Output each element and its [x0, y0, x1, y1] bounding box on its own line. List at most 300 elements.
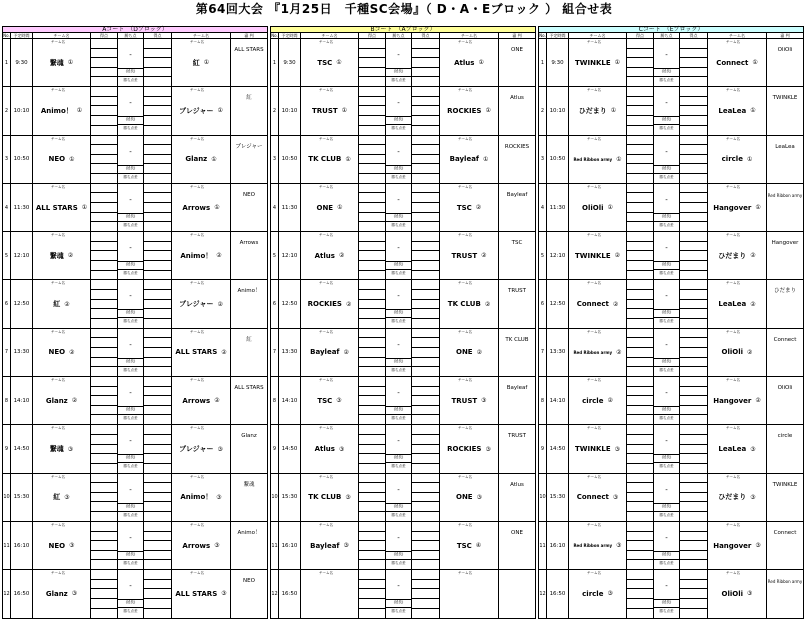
team-1-score-box[interactable] — [91, 232, 118, 279]
result-box[interactable] — [386, 280, 412, 327]
team-2-score-box[interactable] — [144, 136, 172, 183]
team-2-score-box[interactable] — [144, 329, 172, 376]
dash-separator: - — [665, 147, 668, 156]
team-1-label: ONE — [316, 203, 334, 212]
result-box[interactable] — [118, 87, 144, 134]
score-lines — [359, 570, 385, 617]
team-1-cell — [33, 425, 91, 472]
team-2-name — [440, 329, 498, 376]
team-1-score-box[interactable] — [359, 474, 386, 521]
score-line — [680, 87, 707, 97]
team-2-score-box[interactable] — [412, 39, 440, 86]
result-box[interactable] — [118, 570, 144, 617]
match-time: 16:50 — [11, 570, 33, 617]
score-line — [627, 454, 653, 464]
score-line — [144, 445, 171, 455]
team-1-score-box[interactable] — [359, 136, 386, 183]
score-lines — [412, 377, 439, 424]
match-row — [270, 232, 536, 280]
team-1-score-box[interactable] — [359, 570, 386, 617]
score-lines — [627, 39, 653, 86]
score-line — [91, 164, 117, 174]
team-1-label: NEO — [48, 155, 66, 164]
team-2-round: ② — [214, 397, 220, 405]
team-2-score-box[interactable] — [412, 329, 440, 376]
team-2-label: Arrows — [182, 396, 211, 405]
team-2-score-box[interactable] — [144, 425, 172, 472]
score-line — [412, 251, 439, 261]
team-2-score-box[interactable] — [680, 329, 708, 376]
score-lines — [680, 329, 707, 376]
team-1-score-box[interactable] — [359, 184, 386, 231]
score-line — [144, 415, 171, 425]
pk-label: 勝ち点差 — [123, 174, 138, 179]
score-line — [144, 474, 171, 484]
team-1-cell — [569, 39, 627, 86]
team-1-label: TRUST — [311, 106, 338, 115]
team-2-name — [172, 39, 230, 86]
pk-label: 勝ち点差 — [659, 609, 674, 614]
column-header-team: チーム名 — [33, 33, 91, 38]
result-box[interactable] — [386, 232, 412, 279]
team-2-label: TRUST — [451, 396, 478, 405]
score-line — [412, 49, 439, 59]
result-box[interactable] — [654, 425, 680, 472]
team-1-header-label: チーム名 — [51, 281, 65, 286]
team-2-score-box[interactable] — [680, 522, 708, 569]
score-lines — [627, 184, 653, 231]
team-2-score-box[interactable] — [412, 280, 440, 327]
team-1-label: 繋魂 — [49, 251, 64, 260]
score-line — [627, 609, 653, 619]
score-line — [627, 474, 653, 484]
team-1-label: TWINKLE — [574, 251, 611, 260]
team-1-header-label: チーム名 — [319, 233, 333, 238]
result-box[interactable] — [386, 570, 412, 617]
team-2-score-box[interactable] — [412, 87, 440, 134]
score-line — [680, 425, 707, 435]
column-header-team: チーム名 — [301, 33, 359, 38]
extra-time-label: (延長) — [393, 503, 404, 508]
match-row — [2, 87, 268, 135]
team-1-name — [301, 39, 358, 86]
score-line — [91, 68, 117, 78]
team-2-name — [172, 425, 230, 472]
team-2-label: TSC — [456, 541, 472, 550]
team-1-score-box[interactable] — [91, 39, 118, 86]
team-2-round: ② — [750, 252, 756, 260]
team-2-header-label: チーム名 — [458, 474, 472, 479]
match-row — [538, 136, 804, 184]
score-lines — [627, 87, 653, 134]
score-line — [680, 203, 707, 213]
team-2-score-box[interactable] — [680, 570, 708, 617]
team-2-score-box[interactable] — [680, 232, 708, 279]
team-2-score-box[interactable] — [680, 39, 708, 86]
team-2-label: ROCKIES — [447, 106, 482, 115]
score-line — [144, 280, 171, 290]
team-1-score-box[interactable] — [91, 87, 118, 134]
team-2-score-box[interactable] — [412, 136, 440, 183]
team-2-round: ① — [755, 204, 761, 212]
result-box[interactable] — [654, 570, 680, 617]
result-box[interactable] — [386, 329, 412, 376]
score-lines — [359, 474, 385, 521]
score-line — [627, 502, 653, 512]
team-1-score-box[interactable] — [627, 329, 654, 376]
column-header-no: No. — [271, 33, 278, 38]
team-2-label: ひだまり — [718, 493, 747, 502]
team-1-cell — [33, 232, 91, 279]
score-line — [144, 589, 171, 599]
team-1-score-box[interactable] — [91, 570, 118, 617]
team-2-header-label: チーム名 — [190, 184, 204, 189]
team-2-label: プレジャー — [179, 106, 214, 115]
team-1-score-box[interactable] — [627, 522, 654, 569]
result-box[interactable] — [118, 474, 144, 521]
score-line — [680, 319, 707, 329]
score-line — [91, 232, 117, 242]
result-box[interactable] — [386, 522, 412, 569]
score-line — [412, 164, 439, 174]
result-box[interactable] — [386, 425, 412, 472]
team-1-score-box[interactable] — [91, 377, 118, 424]
team-2-cell — [172, 474, 231, 521]
result-box[interactable] — [654, 184, 680, 231]
score-line — [627, 203, 653, 213]
referee-cell: Animo！ — [237, 288, 261, 295]
score-line — [359, 203, 385, 213]
team-1-cell — [301, 570, 359, 617]
score-line — [680, 126, 707, 136]
team-1-round: ③ — [345, 493, 351, 501]
score-lines — [144, 425, 171, 472]
score-line — [412, 261, 439, 271]
team-1-score-box[interactable] — [91, 474, 118, 521]
score-line — [680, 445, 707, 455]
score-line — [412, 174, 439, 184]
result-box[interactable] — [654, 87, 680, 134]
result-box[interactable] — [654, 136, 680, 183]
result-box[interactable] — [118, 329, 144, 376]
team-2-label: Bayleaf — [449, 155, 479, 164]
score-line — [144, 338, 171, 348]
team-2-name — [172, 377, 230, 424]
result-box[interactable] — [386, 184, 412, 231]
team-2-score-box[interactable] — [144, 570, 172, 617]
team-1-score-box[interactable] — [627, 280, 654, 327]
score-lines — [144, 474, 171, 521]
team-1-name — [569, 522, 626, 569]
team-1-score-box[interactable] — [359, 39, 386, 86]
team-2-score-box[interactable] — [144, 39, 172, 86]
match-number: 4 — [3, 184, 11, 231]
score-lines — [359, 329, 385, 376]
score-line — [91, 435, 117, 445]
score-line — [627, 87, 653, 97]
team-2-score-box[interactable] — [680, 474, 708, 521]
team-2-score-box[interactable] — [144, 474, 172, 521]
team-2-score-box[interactable] — [144, 522, 172, 569]
match-number: 1 — [3, 39, 11, 86]
result-box[interactable] — [386, 474, 412, 521]
pk-label: 勝ち点差 — [391, 609, 406, 614]
team-2-cell — [172, 329, 231, 376]
result-box[interactable] — [654, 522, 680, 569]
team-2-header-label: チーム名 — [726, 329, 740, 334]
team-1-header-label: チーム名 — [319, 426, 333, 431]
team-1-round: ① — [336, 59, 342, 67]
result-box[interactable] — [118, 136, 144, 183]
score-line — [412, 155, 439, 165]
team-1-header-label: チーム名 — [319, 378, 333, 383]
team-1-cell — [301, 474, 359, 521]
team-1-round: ① — [67, 59, 74, 67]
score-line — [680, 474, 707, 484]
team-1-cell — [569, 87, 627, 134]
result-box[interactable] — [654, 329, 680, 376]
dash-separator: - — [129, 437, 132, 446]
pk-label: 勝ち点差 — [123, 416, 138, 421]
score-lines — [359, 425, 385, 472]
pk-label: 勝ち点差 — [123, 609, 138, 614]
match-number: 6 — [539, 280, 547, 327]
team-1-score-box[interactable] — [627, 136, 654, 183]
score-line — [91, 251, 117, 261]
team-2-name — [708, 425, 766, 472]
match-row — [538, 232, 804, 280]
score-line — [359, 164, 385, 174]
result-box[interactable] — [654, 232, 680, 279]
score-lines — [144, 329, 171, 376]
team-1-score-box[interactable] — [627, 184, 654, 231]
result-box[interactable] — [654, 377, 680, 424]
team-1-cell — [33, 570, 91, 617]
team-1-round: ③ — [343, 542, 349, 550]
team-1-score-box[interactable] — [627, 39, 654, 86]
match-number: 6 — [271, 280, 279, 327]
team-2-score-box[interactable] — [680, 136, 708, 183]
team-2-score-box[interactable] — [412, 474, 440, 521]
team-1-score-box[interactable] — [627, 425, 654, 472]
team-1-score-box[interactable] — [359, 377, 386, 424]
score-line — [359, 367, 385, 377]
team-2-name — [708, 377, 766, 424]
score-line — [412, 329, 439, 339]
team-1-round: ③ — [338, 445, 345, 453]
team-1-score-box[interactable] — [91, 280, 118, 327]
team-1-score-box[interactable] — [627, 87, 654, 134]
team-2-score-box[interactable] — [412, 232, 440, 279]
result-box[interactable] — [386, 39, 412, 86]
team-2-score-box[interactable] — [412, 184, 440, 231]
result-box[interactable] — [118, 280, 144, 327]
score-line — [359, 300, 385, 310]
team-2-round: ① — [750, 107, 756, 115]
score-line — [91, 58, 117, 68]
team-1-name — [569, 184, 626, 231]
column-header-score: 得点 — [91, 33, 118, 38]
match-number: 9 — [3, 425, 11, 472]
team-2-score-box[interactable] — [412, 377, 440, 424]
score-line — [91, 126, 117, 136]
team-2-round: ② — [476, 348, 482, 356]
team-2-score-box[interactable] — [144, 377, 172, 424]
team-2-header-label: チーム名 — [726, 426, 740, 431]
team-1-round: ① — [69, 155, 75, 163]
team-2-score-box[interactable] — [412, 425, 440, 472]
column-header-referee: 審 判 — [780, 33, 790, 38]
score-line — [359, 483, 385, 493]
dash-separator: - — [397, 389, 400, 398]
team-1-score-box[interactable] — [91, 136, 118, 183]
score-lines — [91, 570, 117, 617]
score-lines — [680, 232, 707, 279]
score-line — [359, 329, 385, 339]
result-box[interactable] — [118, 522, 144, 569]
team-2-label: circle — [721, 155, 743, 164]
match-number: 11 — [3, 522, 11, 569]
team-2-score-box[interactable] — [680, 184, 708, 231]
result-box[interactable] — [654, 474, 680, 521]
match-row — [538, 329, 804, 377]
match-row — [270, 329, 536, 377]
team-1-score-box[interactable] — [359, 232, 386, 279]
team-1-header-label: チーム名 — [51, 40, 65, 44]
team-1-name — [301, 329, 358, 376]
column-header-time: 予定時間 — [547, 33, 569, 38]
team-2-round: ③ — [485, 445, 491, 453]
team-2-name — [708, 232, 766, 279]
score-line — [91, 387, 117, 397]
dash-separator: - — [397, 292, 400, 301]
score-line — [627, 232, 653, 242]
score-line — [359, 77, 385, 87]
team-1-score-box[interactable] — [359, 522, 386, 569]
match-number: 3 — [539, 136, 547, 183]
team-1-cell — [33, 474, 91, 521]
match-time: 9:30 — [279, 39, 301, 86]
result-box[interactable] — [118, 425, 144, 472]
score-line — [680, 387, 707, 397]
result-box[interactable] — [654, 280, 680, 327]
team-2-cell — [708, 522, 767, 569]
team-2-score-box[interactable] — [680, 377, 708, 424]
mid-divider — [654, 173, 679, 174]
team-1-score-box[interactable] — [359, 329, 386, 376]
column-header-no: No. — [3, 33, 10, 38]
team-2-score-box[interactable] — [680, 425, 708, 472]
team-1-score-box[interactable] — [91, 522, 118, 569]
column-header-team: チーム名 — [440, 33, 499, 38]
extra-time-label: (延長) — [393, 69, 404, 73]
team-2-round: ② — [475, 204, 482, 212]
referee-cell: Atlus — [510, 95, 524, 102]
score-lines — [412, 184, 439, 231]
score-line — [412, 77, 439, 87]
result-box[interactable] — [118, 184, 144, 231]
team-1-cell — [301, 136, 359, 183]
score-line — [144, 68, 171, 78]
score-line — [627, 512, 653, 522]
result-box[interactable] — [386, 377, 412, 424]
result-box[interactable] — [654, 39, 680, 86]
team-2-cell — [440, 329, 499, 376]
score-line — [359, 261, 385, 271]
team-1-score-box[interactable] — [359, 87, 386, 134]
team-2-score-box[interactable] — [144, 232, 172, 279]
team-1-score-box[interactable] — [627, 570, 654, 617]
team-2-score-box[interactable] — [144, 87, 172, 134]
score-line — [627, 164, 653, 174]
score-line — [412, 377, 439, 387]
dash-separator: - — [397, 533, 400, 542]
dash-separator: - — [397, 195, 400, 204]
score-line — [680, 609, 707, 619]
team-2-score-box[interactable] — [144, 280, 172, 327]
team-1-score-box[interactable] — [627, 377, 654, 424]
team-1-header-label: チーム名 — [319, 136, 333, 141]
team-1-name — [301, 87, 358, 134]
team-1-score-box[interactable] — [91, 184, 118, 231]
match-row — [270, 184, 536, 232]
match-row — [2, 184, 268, 232]
team-1-score-box[interactable] — [91, 425, 118, 472]
team-1-label: Bayleaf — [310, 541, 340, 550]
team-2-score-box[interactable] — [680, 87, 708, 134]
score-line — [91, 589, 117, 599]
result-box[interactable] — [386, 87, 412, 134]
score-line — [627, 522, 653, 532]
team-2-score-box[interactable] — [412, 570, 440, 617]
pk-label: 勝ち点差 — [391, 464, 406, 469]
score-line — [359, 174, 385, 184]
score-line — [144, 222, 171, 232]
team-1-score-box[interactable] — [627, 232, 654, 279]
team-1-round: ② — [614, 252, 621, 260]
score-line — [412, 203, 439, 213]
referee-cell: Connect — [773, 529, 797, 536]
score-line — [359, 609, 385, 619]
result-box[interactable] — [118, 377, 144, 424]
dash-separator: - — [129, 292, 132, 301]
result-box[interactable] — [386, 136, 412, 183]
team-1-score-box[interactable] — [91, 329, 118, 376]
score-lines — [359, 280, 385, 327]
score-line — [627, 251, 653, 261]
score-lines — [91, 232, 117, 279]
match-time: 12:50 — [547, 280, 569, 327]
score-line — [144, 164, 171, 174]
team-1-score-box[interactable] — [359, 425, 386, 472]
team-2-score-box[interactable] — [680, 280, 708, 327]
team-1-score-box[interactable] — [359, 280, 386, 327]
team-1-label: Red Ribbon army — [573, 349, 613, 355]
team-2-score-box[interactable] — [144, 184, 172, 231]
team-2-header-label: チーム名 — [726, 136, 740, 141]
column-header-referee: 審 判 — [512, 33, 522, 38]
match-time: 9:30 — [547, 39, 569, 86]
court-c-table — [538, 26, 804, 612]
result-box[interactable] — [118, 232, 144, 279]
team-2-score-box[interactable] — [412, 522, 440, 569]
referee-cell: ROCKIES — [504, 143, 530, 150]
score-line — [680, 68, 707, 78]
team-1-score-box[interactable] — [627, 474, 654, 521]
score-line — [91, 290, 117, 300]
team-2-label: Animo！ — [180, 493, 213, 502]
result-box[interactable] — [118, 39, 144, 86]
